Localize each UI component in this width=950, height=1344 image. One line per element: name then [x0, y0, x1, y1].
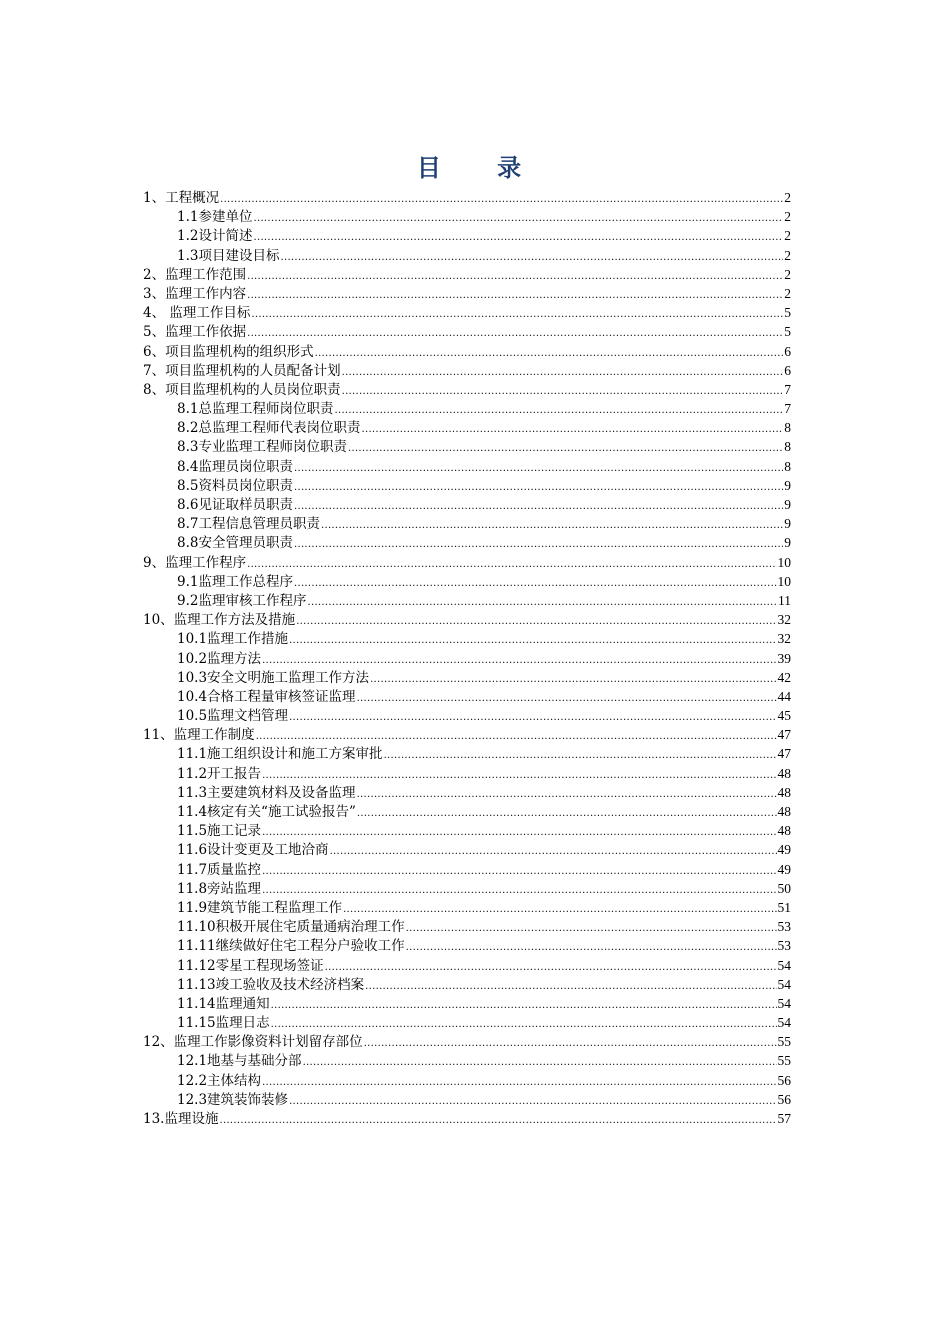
toc-entry-page-number: 6: [784, 343, 791, 359]
toc-entry[interactable]: [143, 399, 791, 418]
toc-entry-label: 10.5监理文档管理: [177, 708, 289, 725]
toc-entry-label: 10.1监理工作措施: [177, 631, 289, 648]
toc-leader-dots: [253, 208, 783, 228]
toc-entry[interactable]: [143, 879, 791, 898]
toc-leader-dots: [247, 285, 783, 305]
toc-entry[interactable]: [143, 668, 791, 687]
toc-entry-label: 12.3建筑装饰装修: [177, 1091, 289, 1108]
toc-entry-label: 11.6设计变更及工地洽商: [177, 842, 329, 859]
toc-entry[interactable]: [143, 322, 791, 341]
toc-entry[interactable]: [143, 802, 791, 821]
toc-leader-dots: [348, 438, 783, 458]
toc-entry-page-number: 2: [784, 209, 791, 225]
toc-entry[interactable]: [143, 1071, 791, 1090]
toc-entry-label: 10.4合格工程量审核签证监理: [177, 688, 356, 705]
toc-leader-dots: [307, 592, 777, 612]
toc-leader-dots: [271, 1014, 777, 1034]
toc-entry[interactable]: [143, 476, 791, 495]
toc-entry-page-number: 44: [777, 688, 791, 704]
toc-entry-label: 8.5资料员岗位职责: [177, 477, 293, 494]
toc-entry-page-number: 48: [777, 823, 791, 839]
toc-entry-label: 6、项目监理机构的组织形式: [143, 343, 314, 360]
toc-leader-dots: [357, 803, 777, 823]
toc-entry-label: 1.3项目建设目标: [177, 247, 280, 264]
toc-entry[interactable]: [143, 207, 791, 226]
toc-entry[interactable]: [143, 629, 791, 648]
toc-entry[interactable]: [143, 361, 791, 380]
toc-entry[interactable]: [143, 744, 791, 763]
toc-entry-label: 8.6见证取样员职责: [177, 497, 293, 513]
toc-entry-page-number: 7: [784, 401, 791, 417]
toc-entry[interactable]: [143, 572, 791, 591]
toc-entry-label: 1.1参建单位: [177, 209, 253, 226]
toc-entry-label: 12、监理工作影像资料计划留存部位: [143, 1034, 363, 1051]
toc-entry[interactable]: [143, 246, 791, 265]
toc-leader-dots: [294, 573, 777, 593]
toc-entry[interactable]: [143, 495, 791, 514]
toc-entry[interactable]: [143, 1013, 791, 1032]
toc-entry-label: 11.3主要建筑材料及设备监理: [177, 784, 356, 801]
toc-entry-label: 5、监理工作依据: [143, 324, 247, 341]
toc-leader-dots: [253, 227, 783, 247]
toc-entry[interactable]: [143, 418, 791, 437]
toc-entry-page-number: 47: [777, 727, 791, 743]
toc-entry-page-number: 54: [777, 976, 791, 992]
toc-leader-dots: [325, 957, 777, 977]
toc-entry-label: 8.3专业监理工程师岗位职责: [177, 439, 347, 456]
toc-leader-dots: [294, 477, 783, 497]
toc-leader-dots: [262, 1072, 776, 1092]
toc-entry-page-number: 5: [784, 305, 791, 321]
toc-leader-dots: [256, 726, 777, 746]
toc-entry[interactable]: [143, 764, 791, 783]
toc-entry-label: 4、 监理工作目标: [143, 305, 251, 322]
toc-entry-page-number: 56: [777, 1072, 791, 1088]
toc-entry-page-number: 47: [777, 746, 791, 762]
toc-entry[interactable]: [143, 1090, 791, 1109]
toc-leader-dots: [343, 899, 776, 919]
toc-leader-dots: [247, 554, 776, 574]
toc-leader-dots: [303, 1052, 777, 1072]
toc-leader-dots: [296, 611, 776, 631]
toc-leader-dots: [384, 745, 777, 765]
toc-leader-dots: [262, 650, 776, 670]
toc-leader-dots: [330, 841, 777, 861]
toc-entry-page-number: 53: [777, 919, 791, 935]
toc-entry-label: 9、监理工作程序: [143, 554, 247, 571]
toc-entry-label: 8.4监理员岗位职责: [177, 458, 293, 475]
toc-entry-label: 9.1监理工作总程序: [177, 573, 293, 590]
toc-leader-dots: [247, 323, 783, 343]
toc-entry[interactable]: [143, 437, 791, 456]
toc-leader-dots: [262, 861, 776, 881]
toc-leader-dots: [280, 247, 783, 267]
toc-entry-page-number: 5: [784, 324, 791, 340]
toc-entry[interactable]: [143, 265, 791, 284]
toc-entry[interactable]: [143, 610, 791, 629]
toc-entry-page-number: 8: [784, 458, 791, 474]
toc-leader-dots: [342, 362, 784, 382]
toc-entry-page-number: 48: [777, 804, 791, 819]
toc-entry-label: 12.1地基与基础分部: [177, 1053, 302, 1070]
toc-entry-label: 13.监理设施: [143, 1111, 219, 1127]
toc-entry-page-number: 8: [784, 439, 791, 455]
toc-entry[interactable]: [143, 706, 791, 725]
toc-entry[interactable]: [143, 514, 791, 533]
toc-entry-page-number: 42: [777, 669, 791, 685]
toc-entry-page-number: 51: [777, 899, 791, 915]
toc-leader-dots: [364, 1033, 777, 1053]
toc-entry-page-number: 55: [777, 1053, 791, 1069]
toc-entry-label: 11.13竣工验收及技术经济档案: [177, 976, 365, 993]
toc-leader-dots: [289, 1091, 776, 1111]
toc-leader-dots: [262, 880, 776, 900]
toc-entry-page-number: 54: [777, 1015, 791, 1031]
toc-entry-page-number: 2: [784, 266, 791, 282]
toc-entry-page-number: 48: [777, 765, 791, 781]
toc-entry-label: 8.8安全管理员职责: [177, 535, 293, 552]
toc-entry-label: 11.5施工记录: [177, 823, 262, 840]
toc-entry-label: 8.7工程信息管理员职责: [177, 516, 320, 533]
toc-entry-label: 11.8旁站监理: [177, 880, 262, 897]
toc-leader-dots: [294, 458, 783, 478]
toc-leader-dots: [321, 515, 783, 535]
toc-entry-page-number: 2: [784, 190, 791, 205]
toc-entry-page-number: 8: [784, 420, 791, 436]
toc-leader-dots: [220, 189, 783, 209]
toc-entry-label: 7、项目监理机构的人员配备计划: [143, 362, 341, 379]
toc-entry-page-number: 6: [784, 362, 791, 378]
toc-entry-page-number: 9: [784, 516, 791, 532]
toc-entry[interactable]: [143, 956, 791, 975]
toc-entry-label: 11.15监理日志: [177, 1015, 270, 1032]
toc-entry-page-number: 2: [784, 285, 791, 301]
toc-entry-page-number: 49: [777, 842, 791, 858]
toc-entry-page-number: 9: [784, 477, 791, 493]
toc-entry[interactable]: [143, 687, 791, 706]
toc-entry[interactable]: [143, 303, 791, 322]
toc-entry-label: 11.7质量监控: [177, 861, 262, 878]
toc-entry[interactable]: [143, 591, 791, 610]
toc-entry[interactable]: [143, 342, 791, 361]
toc-entry-page-number: 50: [777, 880, 791, 896]
toc-leader-dots: [357, 784, 777, 804]
toc-entry[interactable]: [143, 725, 791, 744]
toc-leader-dots: [294, 496, 783, 516]
toc-entry[interactable]: [143, 821, 791, 840]
toc-leader-dots: [342, 381, 784, 401]
toc-entry-page-number: 48: [777, 784, 791, 800]
table-of-contents: [143, 188, 791, 1128]
toc-entry[interactable]: [143, 533, 791, 552]
toc-entry[interactable]: [143, 553, 791, 572]
toc-entry-page-number: 55: [777, 1034, 791, 1050]
toc-entry-page-number: 7: [784, 381, 791, 397]
toc-entry[interactable]: [143, 284, 791, 303]
toc-entry[interactable]: [143, 380, 791, 399]
toc-entry-label: 11.12零星工程现场签证: [177, 957, 324, 974]
toc-leader-dots: [262, 765, 776, 785]
toc-entry-label: 11.9建筑节能工程监理工作: [177, 899, 343, 916]
toc-leader-dots: [370, 669, 776, 689]
toc-entry-label: 10.2监理方法: [177, 650, 262, 667]
toc-entry[interactable]: [143, 783, 791, 802]
toc-entry-page-number: 9: [784, 497, 791, 512]
toc-leader-dots: [271, 995, 777, 1015]
toc-entry[interactable]: [143, 1032, 791, 1051]
toc-entry-label: 11.11继续做好住宅工程分户验收工作: [177, 938, 405, 955]
toc-leader-dots: [289, 707, 776, 727]
toc-entry-label: 10.3安全文明施工监理工作方法: [177, 669, 370, 686]
toc-entry-page-number: 57: [777, 1111, 791, 1126]
toc-entry-page-number: 45: [777, 708, 791, 724]
toc-entry-page-number: 49: [777, 861, 791, 877]
toc-leader-dots: [406, 937, 777, 957]
toc-entry-label: 8.1总监理工程师岗位职责: [177, 401, 334, 418]
toc-entry[interactable]: [143, 975, 791, 994]
toc-entry-label: 11.1施工组织设计和施工方案审批: [177, 746, 383, 763]
toc-entry[interactable]: [143, 1051, 791, 1070]
toc-leader-dots: [251, 304, 783, 324]
toc-entry-page-number: 32: [777, 631, 791, 647]
toc-entry-label: 11、监理工作制度: [143, 727, 255, 744]
toc-entry-label: 2、监理工作范围: [143, 266, 247, 283]
toc-entry-page-number: 10: [777, 554, 791, 570]
toc-entry-page-number: 54: [777, 957, 791, 973]
toc-entry-label: 8、项目监理机构的人员岗位职责: [143, 381, 341, 398]
toc-entry[interactable]: [143, 1109, 791, 1128]
toc-entry-page-number: 9: [784, 535, 791, 551]
toc-leader-dots: [406, 918, 777, 938]
toc-entry-page-number: 56: [777, 1091, 791, 1107]
toc-entry-label: 11.2开工报告: [177, 765, 262, 782]
toc-leader-dots: [247, 266, 783, 286]
toc-entry[interactable]: [143, 649, 791, 668]
toc-leader-dots: [334, 400, 783, 420]
toc-entry-label: 3、监理工作内容: [143, 285, 247, 302]
toc-leader-dots: [289, 630, 776, 650]
toc-entry[interactable]: [143, 936, 791, 955]
toc-leader-dots: [361, 419, 783, 439]
toc-entry-label: 11.10积极开展住宅质量通病治理工作: [177, 919, 405, 936]
toc-entry[interactable]: [143, 917, 791, 936]
toc-entry-page-number: 53: [777, 938, 791, 954]
toc-entry-label: 11.4核定有关“施工试验报告”: [177, 804, 356, 820]
toc-leader-dots: [315, 343, 784, 363]
toc-entry-label: 9.2监理审核工作程序: [177, 592, 307, 609]
toc-entry[interactable]: [143, 898, 791, 917]
toc-entry-page-number: 32: [777, 612, 791, 628]
toc-entry[interactable]: [143, 188, 791, 207]
toc-entry-page-number: 2: [784, 247, 791, 263]
toc-leader-dots: [262, 822, 776, 842]
toc-entry-label: 1.2设计简述: [177, 228, 253, 245]
toc-entry[interactable]: [143, 457, 791, 476]
toc-entry-label: 1、工程概况: [143, 190, 220, 206]
toc-leader-dots: [357, 688, 777, 708]
toc-leader-dots: [294, 534, 783, 554]
toc-entry-page-number: 2: [784, 228, 791, 244]
toc-entry-page-number: 54: [777, 995, 791, 1011]
toc-entry-page-number: 11: [778, 592, 791, 608]
toc-entry[interactable]: [143, 226, 791, 245]
toc-entry-label: 11.14监理通知: [177, 995, 270, 1012]
toc-title: 目 录: [416, 153, 546, 182]
toc-entry-label: 10、监理工作方法及措施: [143, 612, 296, 629]
toc-entry-page-number: 39: [777, 650, 791, 666]
toc-leader-dots: [219, 1110, 776, 1130]
toc-entry-page-number: 10: [777, 573, 791, 589]
toc-leader-dots: [365, 976, 776, 996]
toc-entry-label: 8.2总监理工程师代表岗位职责: [177, 420, 361, 437]
toc-entry-label: 12.2主体结构: [177, 1072, 262, 1089]
toc-entry[interactable]: [143, 860, 791, 879]
toc-entry[interactable]: [143, 840, 791, 859]
toc-entry[interactable]: [143, 994, 791, 1013]
